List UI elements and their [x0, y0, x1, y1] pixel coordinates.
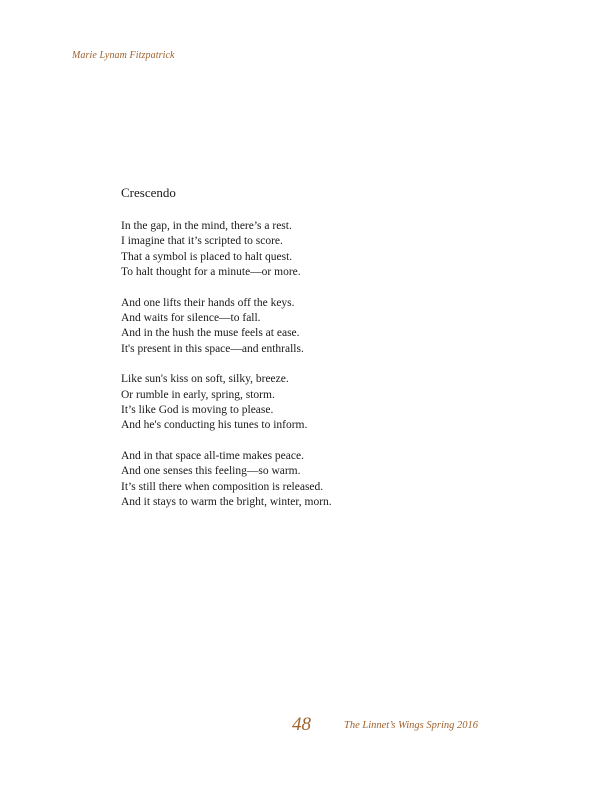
stanza-4	[121, 449, 541, 511]
page-number: 48	[292, 714, 311, 735]
poem-line: And one senses this feeling—so warm.	[121, 465, 301, 478]
poem-line: And one lifts their hands off the keys.	[121, 296, 295, 309]
poem-line: To halt thought for a minute—or more.	[121, 266, 301, 279]
poem-line: It’s still there when composition is released.	[121, 480, 324, 493]
poem	[121, 185, 541, 526]
stanza-1	[121, 219, 541, 281]
poem-line: That a symbol is placed to halt quest.	[121, 250, 293, 263]
poem-line: And in that space all-time makes peace.	[121, 449, 304, 462]
poem-line: And he's conducting his tunes to inform.	[121, 419, 308, 432]
running-footer-journal: The Linnet’s Wings Spring 2016	[344, 720, 478, 731]
poem-line: Like sun's kiss on soft, silky, breeze.	[121, 373, 289, 386]
poem-line: In the gap, in the mind, there’s a rest.	[121, 220, 292, 232]
poem-line: And it stays to warm the bright, winter, morn.	[121, 496, 332, 509]
stanza-3	[121, 372, 541, 434]
poem-line: It's present in this space—and enthralls.	[121, 342, 304, 355]
poem-line: It’s like God is moving to please.	[121, 404, 274, 417]
poem-line: And in the hush the muse feels at ease.	[121, 327, 300, 340]
poem-line: And waits for silence—to fall.	[121, 312, 261, 325]
poem-title: Crescendo	[121, 185, 176, 200]
poem-line: Or rumble in early, spring, storm.	[121, 388, 275, 401]
stanza-2	[121, 296, 541, 358]
running-header-author: Marie Lynam Fitzpatrick	[72, 50, 175, 61]
poem-line: I imagine that it’s scripted to score.	[121, 235, 283, 248]
